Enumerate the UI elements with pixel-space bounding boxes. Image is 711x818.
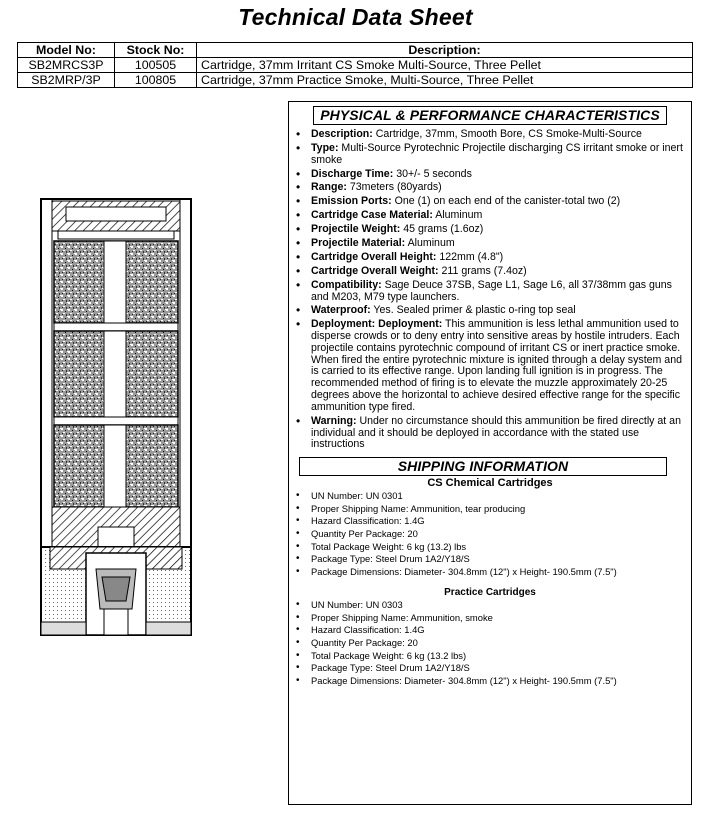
characteristic-value: Under no circumstance should this ammunition be fired directly at an individual and it should be deployed in accordance with the stated use instructions <box>311 414 681 451</box>
stock-number: 100805 <box>115 73 197 88</box>
characteristic-value: Multi-Source Pyrotechnic Projectile discharging CS irritant smoke or inert smoke <box>311 141 683 166</box>
shipping-item: • Package Type: Steel Drum 1A2/Y18/S <box>289 662 691 675</box>
characteristic-item <box>289 280 683 304</box>
table-row <box>18 73 693 88</box>
characteristic-label: Description: <box>311 128 373 140</box>
shipping-item: • Package Dimensions: Diameter- 304.8mm (12") x Height- 190.5mm (7.5") <box>289 566 691 579</box>
physical-characteristics-list <box>289 129 691 451</box>
page-title: Technical Data Sheet <box>238 4 473 30</box>
characteristic-label: Waterproof: <box>311 304 371 317</box>
characteristic-label: Warning: <box>311 414 357 427</box>
characteristic-item <box>289 319 683 413</box>
characteristic-label: Projectile Weight: <box>311 223 401 236</box>
shipping-item: • Hazard Classification: 1.4G <box>289 624 691 637</box>
characteristic-item <box>289 169 683 181</box>
shipping-item: • Hazard Classification: 1.4G <box>289 515 691 528</box>
physical-characteristics-heading: PHYSICAL & PERFORMANCE CHARACTERISTICS <box>313 106 667 125</box>
shipping-item: • Quantity Per Package: 20 <box>289 528 691 541</box>
cs-shipping-list <box>289 490 691 578</box>
characteristic-value: Aluminum <box>407 237 455 250</box>
shipping-item: • Package Dimensions: Diameter- 304.8mm (12") x Height- 190.5mm (7.5") <box>289 675 691 688</box>
characteristic-item <box>289 129 683 141</box>
shipping-item: • Proper Shipping Name: Ammunition, smoke <box>289 612 691 625</box>
shipping-item: • UN Number: UN 0301 <box>289 490 691 503</box>
practice-cartridges-heading: Practice Cartridges <box>444 587 536 599</box>
characteristic-value: One (1) on each end of the canister-total two (2) <box>394 195 621 208</box>
characteristic-label: Cartridge Overall Weight: <box>311 264 439 277</box>
shipping-item: • Package Type: Steel Drum 1A2/Y18/S <box>289 553 691 566</box>
characteristic-value: 45 grams (1.6oz) <box>403 223 484 236</box>
characteristic-label: Projectile Material: <box>311 237 406 250</box>
characteristic-label: Compatibility: <box>311 278 382 291</box>
cartridge-cross-section-drawing <box>40 197 252 639</box>
characteristic-item <box>289 196 683 208</box>
product-description: Cartridge, 37mm Irritant CS Smoke Multi-Source, Three Pellet <box>197 58 693 73</box>
shipping-item: • UN Number: UN 0303 <box>289 599 691 612</box>
characteristic-value: 73meters (80yards) <box>349 181 442 194</box>
characteristic-item <box>289 266 683 278</box>
shipping-item: • Total Package Weight: 6 kg (13.2 lbs) <box>289 650 691 663</box>
characteristic-item <box>289 143 683 167</box>
characteristic-value: 30+/- 5 seconds <box>396 167 472 180</box>
characteristic-value: Aluminum <box>435 209 483 222</box>
characteristic-label: Cartridge Case Material: <box>311 209 433 222</box>
characteristic-label: Cartridge Overall Height: <box>311 250 437 263</box>
practice-shipping-list <box>289 599 691 687</box>
characteristic-item <box>289 224 683 236</box>
model-number: SB2MRP/3P <box>18 73 115 88</box>
column-header-model: Model No: <box>18 43 115 58</box>
characteristic-label: Range: <box>311 181 347 194</box>
product-description: Cartridge, 37mm Practice Smoke, Multi-Source, Three Pellet <box>197 73 693 88</box>
characteristic-value: 211 grams (7.4oz) <box>441 264 527 277</box>
shipping-information-heading: SHIPPING INFORMATION <box>299 457 667 476</box>
column-header-stock: Stock No: <box>115 43 197 58</box>
characteristic-item <box>289 305 683 317</box>
shipping-item: • Quantity Per Package: 20 <box>289 637 691 650</box>
characteristic-item <box>289 252 683 264</box>
model-number: SB2MRCS3P <box>18 58 115 73</box>
characteristic-label: Emission Ports: <box>311 195 392 208</box>
column-header-description: Description: <box>197 43 693 58</box>
characteristic-label: Discharge Time: <box>311 167 394 180</box>
characteristic-item <box>289 182 683 194</box>
characteristic-item <box>289 416 683 451</box>
characteristic-value: This ammunition is less lethal ammunition used to disperse crowds or to deny entry into sensitive areas by hostile intruders. Each projectile contains pyrotechnic compound of irritant CS or inert practice smoke. When fired the entire pyrotechnic mixture is ignited through a delay system and is carried to its effective range. Upon landing full ignition is in progress. The recommended method of firing is to elevate the muzzle approximately 20-25 degrees above the horizontal to achieve desired effective range for the specific ammunition type fired. <box>311 318 682 413</box>
characteristics-box <box>288 101 692 805</box>
characteristic-label: Type: <box>311 141 339 154</box>
table-header-row <box>18 43 693 58</box>
characteristic-value: Cartridge, 37mm, Smooth Bore, CS Smoke-Multi-Source <box>375 128 642 140</box>
table-row <box>18 58 693 73</box>
characteristic-label: Deployment: Deployment: <box>311 318 443 331</box>
cs-chemical-cartridges-heading: CS Chemical Cartridges <box>427 477 553 490</box>
characteristic-value: Sage Deuce 37SB, Sage L1, Sage L6, all 37/38mm gas guns and M203, M79 type launchers. <box>311 278 672 303</box>
characteristic-value: Yes. Sealed primer & plastic o-ring top seal <box>373 304 576 317</box>
shipping-item: • Total Package Weight: 6 kg (13.2) lbs <box>289 541 691 554</box>
shipping-item: • Proper Shipping Name: Ammunition, tear producing <box>289 503 691 516</box>
characteristic-item <box>289 210 683 222</box>
model-table <box>17 42 693 88</box>
characteristic-item <box>289 238 683 250</box>
characteristic-value: 122mm (4.8") <box>439 250 504 263</box>
stock-number: 100505 <box>115 58 197 73</box>
